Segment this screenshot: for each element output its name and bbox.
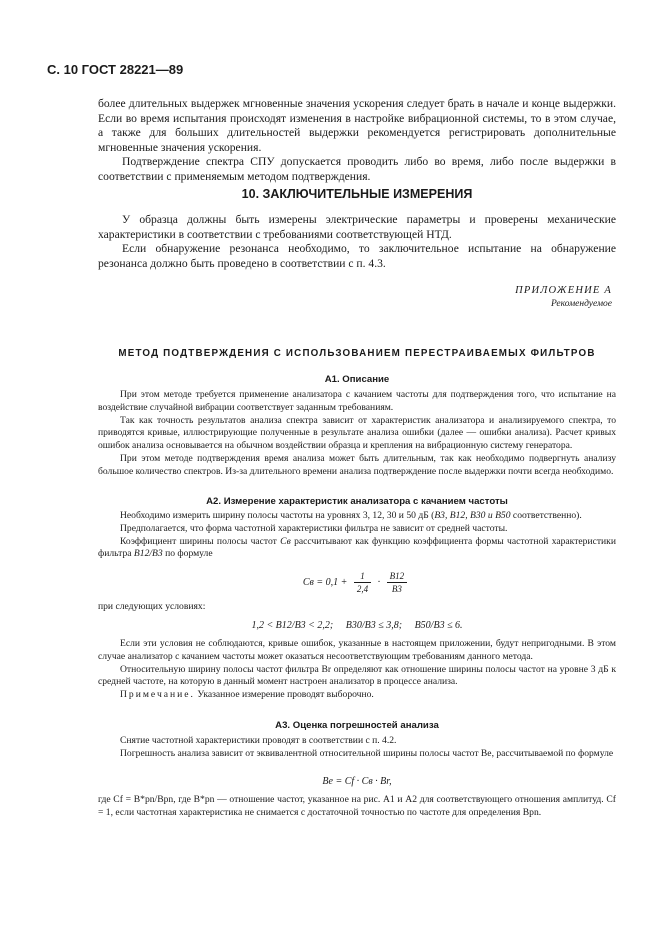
section-10-body xyxy=(98,213,616,271)
a2-note xyxy=(98,689,616,702)
conditions-formula: 1,2 < B12/B3 < 2,2; B30/B3 ≤ 3,8; B50/B3 ≤ 6. xyxy=(251,620,463,631)
fraction-2-numerator: B12 xyxy=(387,570,408,583)
a3-paragraph-2: Погрешность анализа зависит от эквивалентной относительной ширины полосы частот Be, рассчитываемой по формуле xyxy=(120,747,614,759)
a2-heading: А2. Измерение характеристик анализатора с качанием частоты xyxy=(206,496,508,507)
a2-p3-end: по формуле xyxy=(162,548,213,560)
a2-body-bottom xyxy=(98,638,616,702)
a3-body-top xyxy=(98,735,616,761)
formula-cv-fraction-1 xyxy=(354,570,371,595)
fraction-2-denominator: B3 xyxy=(391,584,402,594)
section-10-paragraph-1: У образца должны быть измерены электрические параметры и проверены механические характеристики в соответствии с требованиями соответствующей НТД. xyxy=(98,213,616,241)
intro-paragraph-2: Подтверждение спектра СПУ допускается проводить либо во время, либо после выдержки в соответствии с применяемым методом подтверждения. xyxy=(98,155,616,183)
formula-cv xyxy=(98,570,616,595)
a2-p1-end: соответственно). xyxy=(510,510,582,521)
formula-cv-fraction-2 xyxy=(387,570,408,595)
a2-p3-text: Коэффициент ширины полосы частот xyxy=(120,535,281,547)
a2-paragraph-3 xyxy=(98,536,616,562)
a1-paragraph-3: При этом методе подтверждения время анализа может быть длительным, так как необходимо подвергнуть анализу большое количество спектров. Из-за длительного времени анализа подтверждение после выдержки почти всегда необходимо. xyxy=(98,452,616,477)
method-title: МЕТОД ПОДТВЕРЖДЕНИЯ С ИСПОЛЬЗОВАНИЕМ ПЕРЕСТРАИВАЕМЫХ ФИЛЬТРОВ xyxy=(118,348,596,359)
fraction-1-numerator: 1 xyxy=(354,570,371,583)
a3-paragraph-1: Снятие частотной характеристики проводят в соответствии с п. 4.2. xyxy=(120,735,397,746)
a2-paragraph-2: Предполагается, что форма частотной характеристики фильтра не зависит от средней частоты. xyxy=(120,522,508,534)
intro-block xyxy=(98,97,616,185)
a2-p1-vars: B3, B12, B30 и B50 xyxy=(434,510,511,521)
a2-p3-ratio: B12/B3 xyxy=(133,548,163,560)
section-10-paragraph-2: Если обнаружение резонанса необходимо, то заключительное испытание на обнаружение резонанса должно быть проведено в соответствии с п. 4.3. xyxy=(98,242,616,270)
formula-cv-lhs: Cв = 0,1 + xyxy=(302,576,348,588)
a2-p3-mid: рассчитывают как функцию коэффициента формы частотной характеристики фильтра xyxy=(98,535,616,560)
conditions-label-text: при следующих условиях: xyxy=(98,601,206,612)
a2-body-top xyxy=(98,510,616,561)
a2-paragraph-1 xyxy=(98,510,616,523)
note-label: Примечание. xyxy=(120,689,195,701)
formula-cv-dot: · xyxy=(377,576,381,588)
a1-heading: А1. Описание xyxy=(324,374,390,385)
fraction-1-denominator: 2,4 xyxy=(356,584,369,594)
intro-paragraph-1: более длительных выдержек мгновенные значения ускорения следует брать в начале и конце выдержки. Если во время испытания происходят изменения в настройке вибрационной системы, то в этом случае, а также для больших длительностей выдержки рекомендуется регистрировать дополнительные мгновенные значения ускорения. xyxy=(98,97,616,154)
appendix-title: ПРИЛОЖЕНИЕ А xyxy=(515,285,612,296)
a2-p3-var: Cв xyxy=(280,535,291,547)
page-header: С. 10 ГОСТ 28221—89 xyxy=(47,62,184,77)
note-text: Указанное измерение проводят выборочно. xyxy=(194,689,374,701)
conditions-label xyxy=(98,601,616,614)
a1-paragraph-2: Так как точность результатов анализа спектра зависит от характеристик анализатора и анализируемого спектра, то приводятся кривые, иллюстрирующие полученные в результате анализа ошибки (далее — ошибки анализа). Расчет кривых ошибок анализа основывается на обычном воздействии образца и крепления на вибрационную систему генератора. xyxy=(98,414,616,452)
a2-p1-text: Необходимо измерить ширину полосы частоты на уровнях 3, 12, 30 и 50 дБ ( xyxy=(120,510,435,521)
a3-heading: А3. Оценка погрешностей анализа xyxy=(275,720,439,731)
appendix-subtitle: Рекомендуемое xyxy=(550,299,612,309)
a2-paragraph-5: Относительную ширину полосы частот фильтра Br определяют как отношение ширины полосы частот на уровне 3 дБ к средней частоте, на которую в данный момент настроен анализатор в процессе анализа. xyxy=(98,663,616,688)
a2-paragraph-4: Если эти условия не соблюдаются, кривые ошибок, указанные в настоящем приложении, будут непригодными. В этом случае анализатор с качанием частоты может оказаться несоответствующим требованиям данного метода. xyxy=(98,638,616,662)
a3-body-bottom xyxy=(98,794,616,820)
section-10-title: 10. ЗАКЛЮЧИТЕЛЬНЫЕ ИЗМЕРЕНИЯ xyxy=(241,187,473,201)
a1-paragraph-1: При этом методе требуется применение анализатора с качанием частоты для подтверждения того, что испытание на воздействие случайной вибрации соответствует заданным требованиям. xyxy=(98,389,616,413)
a1-body xyxy=(98,389,616,479)
a3-paragraph-3: где Cf = B*pn/Bpn, где B*pn — отношение частот, указанное на рис. А1 и А2 для соответствующего отношения амплитуд. Cf = 1, если частотная характеристика не снимается с достаточной точностью по частоте для определения Bpn. xyxy=(98,794,616,818)
formula-be: Be = Cf · Cв · Br, xyxy=(322,776,392,787)
